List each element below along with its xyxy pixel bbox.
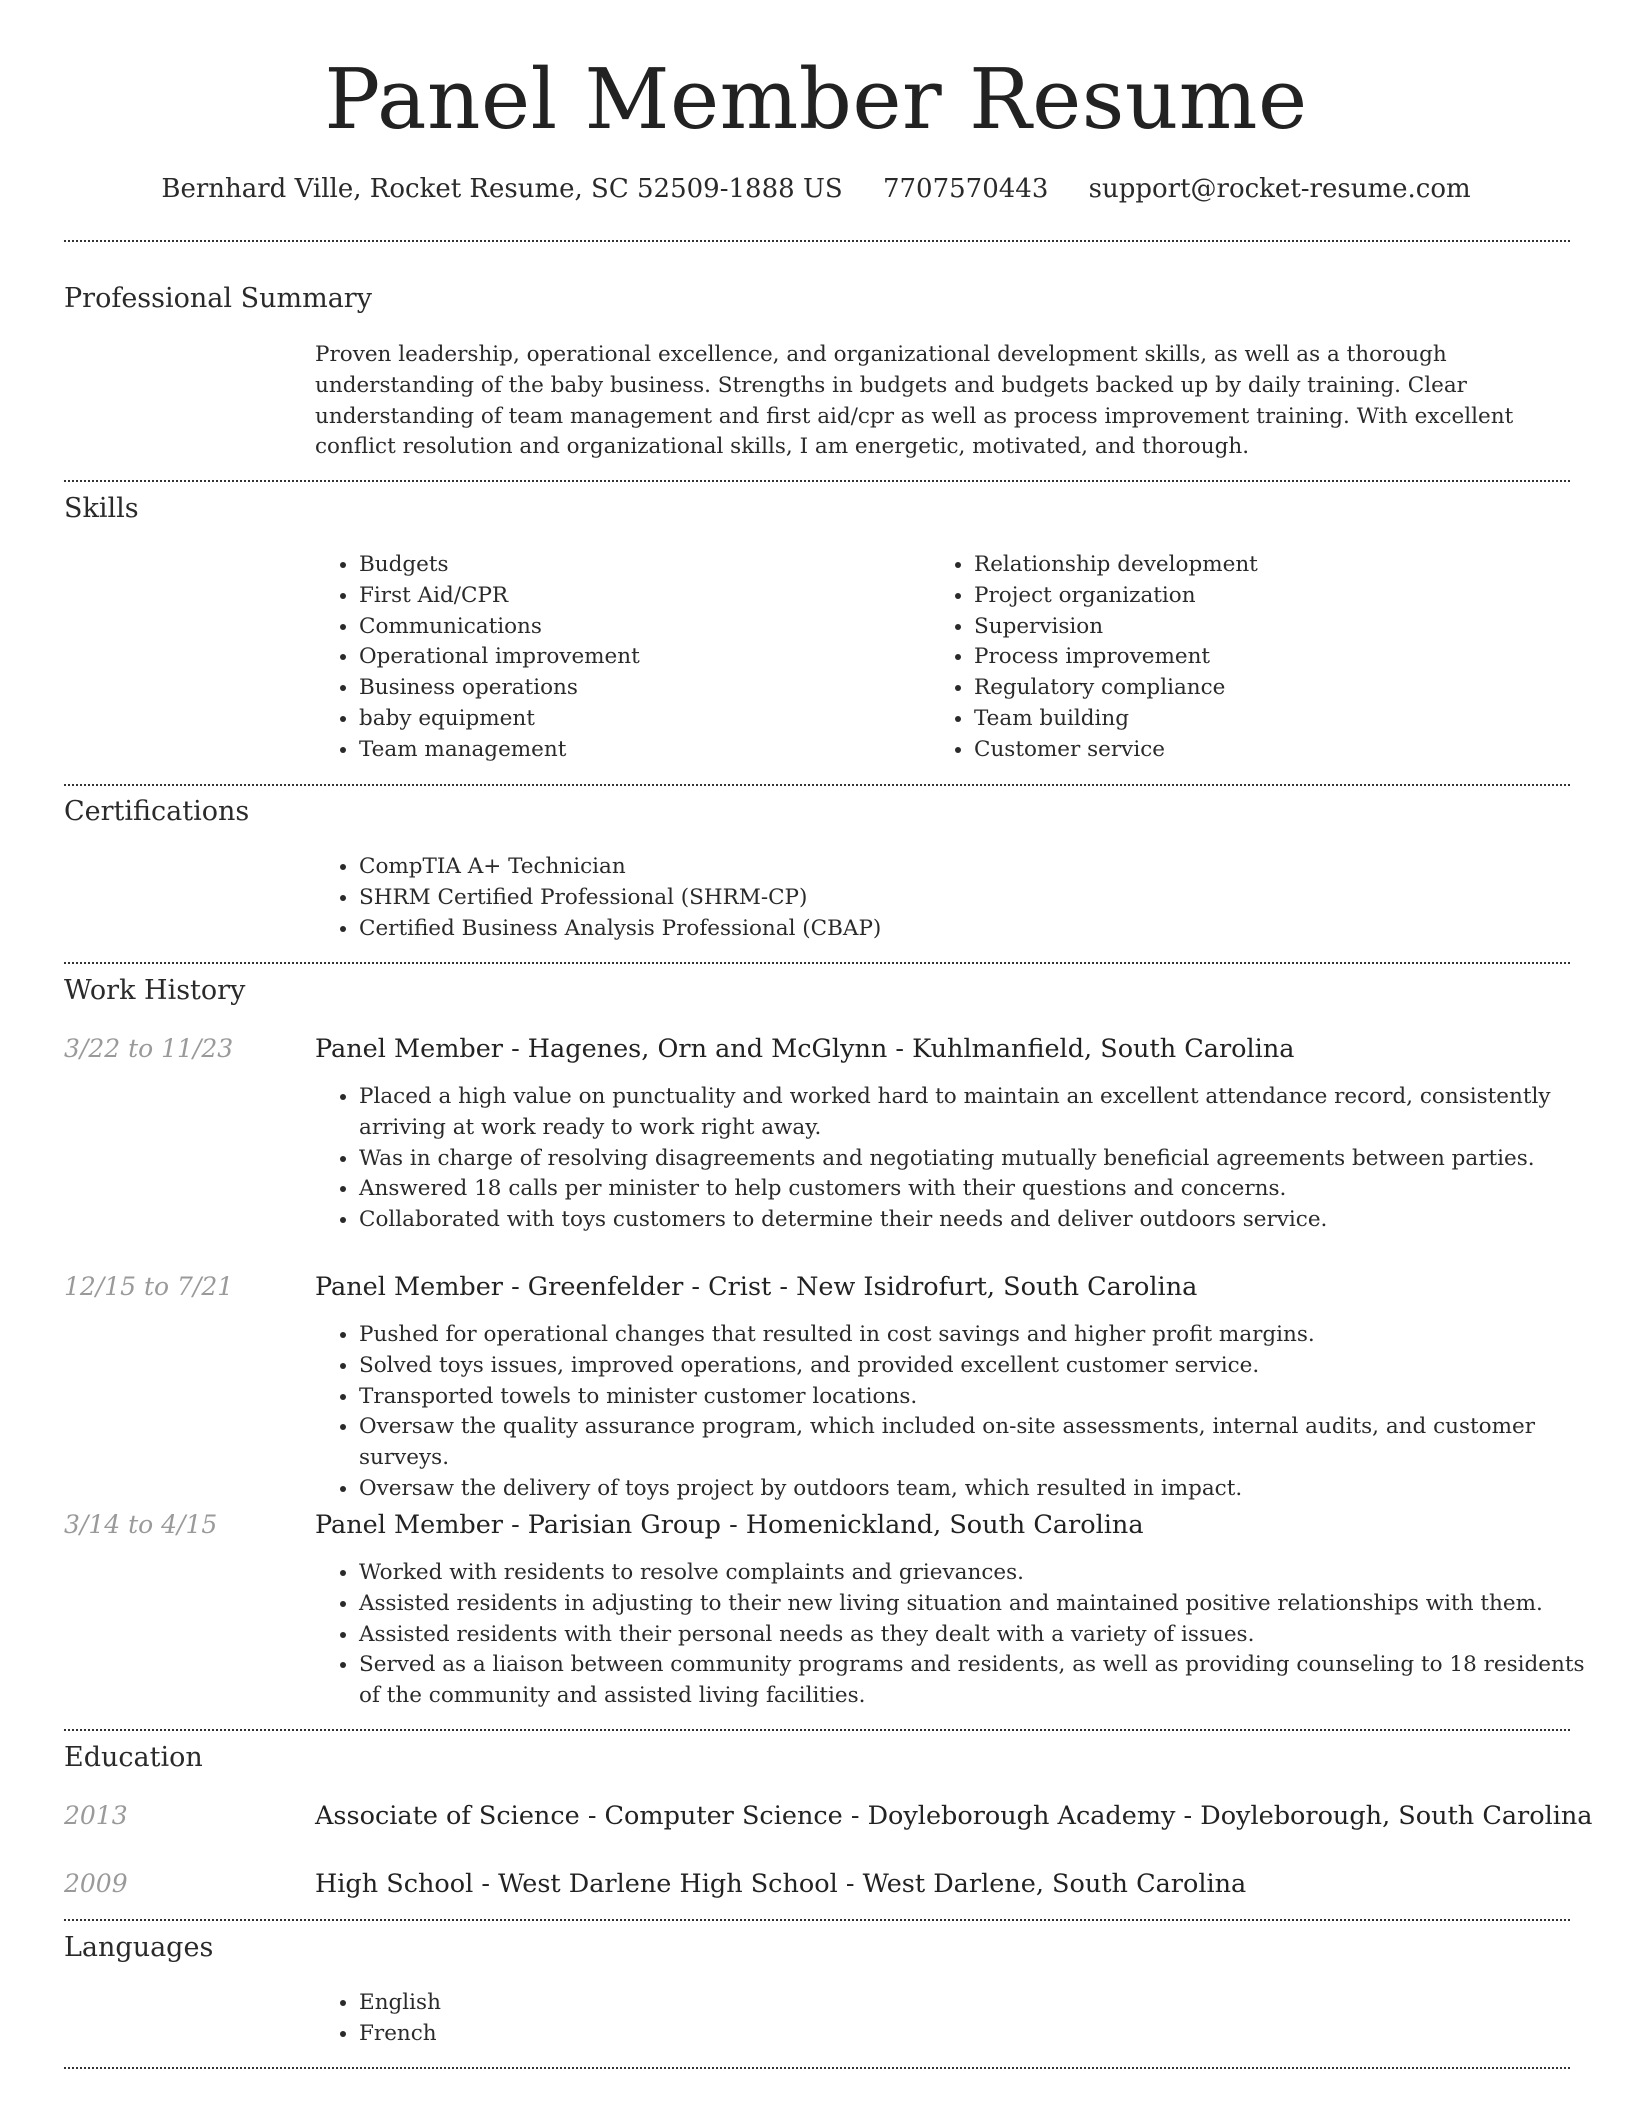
skill-item: • Process improvement — [974, 642, 1574, 673]
divider — [64, 1919, 1570, 1921]
education-entry: High School - West Darlene High School - West Darlene, South Carolina — [315, 1869, 1247, 1899]
contact-phone: 7707570443 — [882, 174, 1049, 204]
divider — [64, 480, 1570, 482]
skill-item: • Customer service — [974, 735, 1574, 766]
duty-item: • Placed a high value on punctuality and worked hard to maintain an excellent attendance record, consistently arriving at work ready to work right away. — [359, 1082, 1604, 1144]
duty-item: • Oversaw the delivery of toys project by outdoors team, which resulted in impact. — [359, 1474, 1604, 1505]
certification-item: • SHRM Certified Professional (SHRM-CP) — [359, 883, 1559, 914]
job-title: Panel Member - Parisian Group - Homenickland, South Carolina — [315, 1510, 1144, 1540]
skill-item: • Regulatory compliance — [974, 673, 1574, 704]
job-dates: 3/14 to 4/15 — [64, 1510, 218, 1539]
duty-item: • Transported towels to minister customer locations. — [359, 1382, 1604, 1413]
language-item: • French — [359, 2019, 959, 2050]
skill-item: • Project organization — [974, 581, 1574, 612]
duty-item: • Assisted residents with their personal needs as they dealt with a variety of issues. — [359, 1620, 1604, 1651]
contact-line — [0, 170, 1632, 208]
job-duties-list — [315, 1082, 1604, 1236]
duty-item: • Collaborated with toys customers to determine their needs and deliver outdoors service. — [359, 1205, 1604, 1236]
section-title-certifications: Certifications — [64, 796, 250, 827]
divider — [64, 240, 1570, 242]
certifications-list — [315, 852, 1559, 944]
section-title-work-history: Work History — [64, 975, 246, 1006]
certification-item: • Certified Business Analysis Professional (CBAP) — [359, 914, 1559, 945]
contact-email[interactable]: support@rocket-resume.com — [1088, 174, 1471, 204]
duty-item: • Pushed for operational changes that resulted in cost savings and higher profit margins. — [359, 1320, 1604, 1351]
divider — [64, 784, 1570, 786]
skill-item: • Budgets — [359, 550, 919, 581]
skill-item: • Communications — [359, 612, 919, 643]
divider — [64, 962, 1570, 964]
languages-list — [315, 1988, 959, 2050]
education-year: 2009 — [64, 1869, 128, 1898]
duty-item: • Worked with residents to resolve complaints and grievances. — [359, 1558, 1604, 1589]
skill-item: • Business operations — [359, 673, 919, 704]
divider — [64, 2067, 1570, 2069]
resume-title: Panel Member Resume — [324, 51, 1308, 148]
job-dates: 3/22 to 11/23 — [64, 1034, 234, 1063]
duty-item: • Served as a liaison between community programs and residents, as well as providing counseling to 18 residents of the community and assisted living facilities. — [359, 1650, 1604, 1712]
job-title: Panel Member - Hagenes, Orn and McGlynn - Kuhlmanfield, South Carolina — [315, 1034, 1295, 1064]
skill-item: • Operational improvement — [359, 642, 919, 673]
duty-item: • Was in charge of resolving disagreements and negotiating mutually beneficial agreements between parties. — [359, 1144, 1604, 1175]
certification-item: • CompTIA A+ Technician — [359, 852, 1559, 883]
section-title-languages: Languages — [64, 1932, 214, 1963]
job-duties-list — [315, 1558, 1604, 1712]
skills-list-left — [315, 550, 919, 766]
skill-item: • baby equipment — [359, 704, 919, 735]
language-item: • English — [359, 1988, 959, 2019]
duty-item: • Assisted residents in adjusting to their new living situation and maintained positive relationships with them. — [359, 1589, 1604, 1620]
skills-list-right — [930, 550, 1574, 766]
job-duties-list — [315, 1320, 1604, 1505]
contact-address: Bernhard Ville, Rocket Resume, SC 52509-1888 US — [161, 174, 843, 204]
duty-item: • Solved toys issues, improved operations, and provided excellent customer service. — [359, 1351, 1604, 1382]
skill-item: • Relationship development — [974, 550, 1574, 581]
duty-item: • Oversaw the quality assurance program, which included on-site assessments, internal audits, and customer surveys. — [359, 1412, 1604, 1474]
skill-item: • Team building — [974, 704, 1574, 735]
job-dates: 12/15 to 7/21 — [64, 1272, 234, 1301]
skill-item: • First Aid/CPR — [359, 581, 919, 612]
divider — [64, 1729, 1570, 1731]
skill-item: • Team management — [359, 735, 919, 766]
education-entry: Associate of Science - Computer Science - Doyleborough Academy - Doyleborough, South Carolina — [315, 1801, 1593, 1831]
summary-text: Proven leadership, operational excellence, and organizational development skills, as well as a thorough understanding of the baby business. Strengths in budgets and budgets backed up by daily training. Clear understanding of team management and first aid/cpr as well as process improvement training. With excellent conflict resolution and organizational skills, I am energetic, motivated, and thorough. — [315, 342, 1514, 460]
education-year: 2013 — [64, 1801, 128, 1830]
section-title-summary: Professional Summary — [64, 283, 372, 314]
section-title-skills: Skills — [64, 493, 139, 524]
job-title: Panel Member - Greenfelder - Crist - New Isidrofurt, South Carolina — [315, 1272, 1198, 1302]
section-title-education: Education — [64, 1742, 203, 1773]
skill-item: • Supervision — [974, 612, 1574, 643]
duty-item: • Answered 18 calls per minister to help customers with their questions and concerns. — [359, 1174, 1604, 1205]
